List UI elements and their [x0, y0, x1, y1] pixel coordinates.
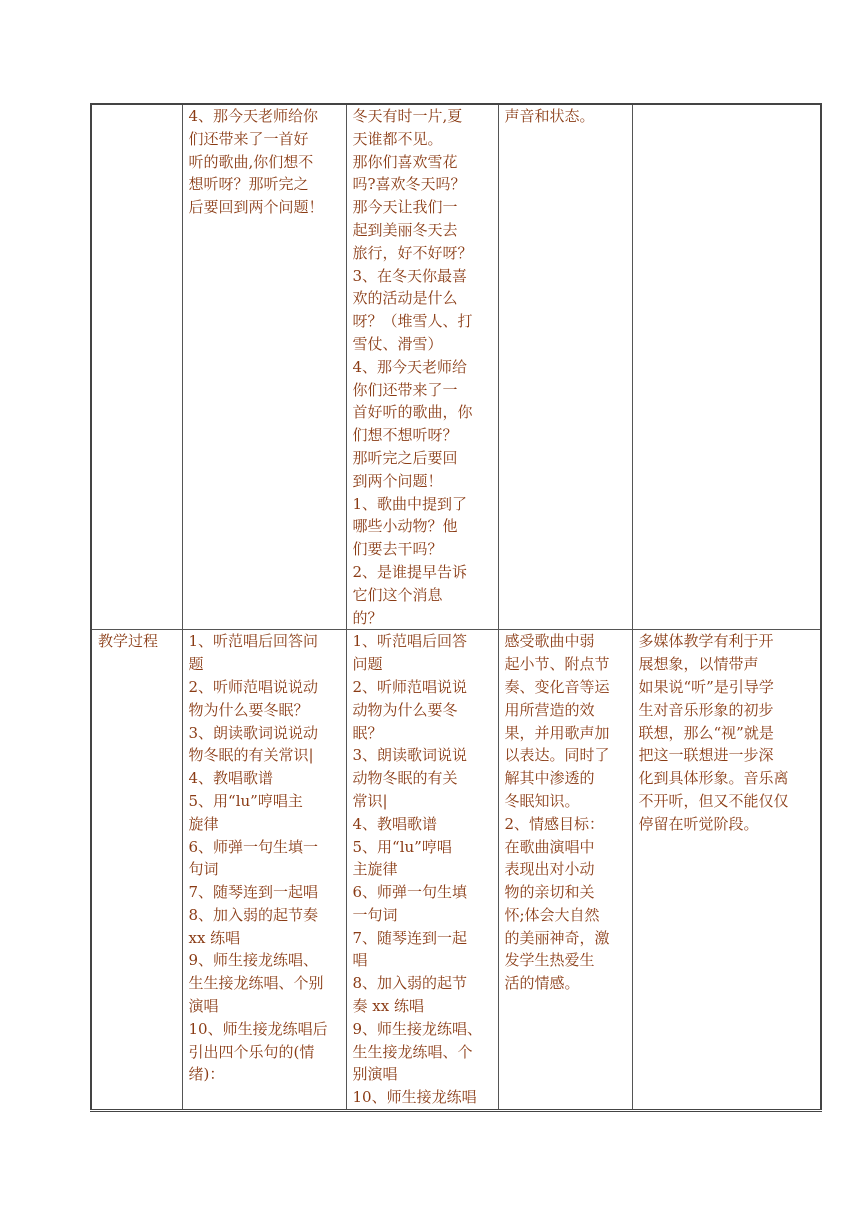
cell-text-line: 生生接龙练唱、个	[352, 1042, 473, 1061]
cell-text-line: 6、师弹一句生填一	[188, 837, 319, 856]
cell-text-line: 冬眠知识。	[504, 791, 580, 810]
cell-text-line: 1、听范唱后回答	[352, 632, 468, 651]
cell-text-line: 物为什么要冬眠？	[188, 700, 309, 719]
cell-text-line: 7、随琴连到一起唱	[188, 883, 319, 902]
cell-text-line: 物冬眠的有关常识|	[188, 746, 314, 765]
cell-text-line: 雪仗、滑雪）	[352, 334, 443, 353]
cell-text-line: 的？	[352, 608, 383, 627]
row-label: 教学过程	[98, 632, 159, 651]
cell-text-line: 8、加入弱的起节	[352, 974, 468, 993]
cell-text-line: 2、听师范唱说说	[352, 677, 468, 696]
cell-text-line: 主旋律	[352, 860, 398, 879]
cell-text-line: 们还带来了一首好	[188, 129, 309, 148]
cell-text-line: 2、情感目标：	[504, 814, 605, 833]
cell-text-line: 感受歌曲中弱	[504, 632, 595, 651]
cell-text-line: 3、朗读歌词说说	[352, 746, 468, 765]
cell-text-line: 表现出对小动	[504, 860, 595, 879]
cell-text-line: 4、教唱歌谱	[352, 814, 438, 833]
cell-text-line: 常识|	[352, 791, 388, 810]
cell-text-line: 奏 xx 练唱	[352, 997, 424, 1016]
cell-text-line: 听的歌曲,你们想不	[188, 152, 314, 171]
cell-text-line: 生生接龙练唱、个别	[188, 974, 324, 993]
cell-text-line: 如果说“听”是引导学	[638, 677, 774, 696]
cell-text-line: 吗?喜欢冬天吗？	[352, 175, 466, 194]
cell-text-line: 展想象，以情带声	[638, 655, 759, 674]
cell-text-line: 演唱	[188, 997, 219, 1016]
cell-text-line: 4、那今天老师给	[352, 357, 468, 376]
cell-text-line: 怀;体会大自然	[504, 905, 600, 924]
cell-text-line: 5、用“lu”哼唱主	[188, 791, 303, 810]
cell-text-line: 动物冬眠的有关	[352, 769, 458, 788]
cell-text-line: 后要回到两个问题！	[188, 198, 324, 217]
cell-text-line: 你们还带来了一	[352, 380, 458, 399]
cell-text-line: 想听呀？那听完之	[188, 175, 309, 194]
cell-text-line: 起到美丽冬天去	[352, 220, 458, 239]
cell-text-line: 2、听师范唱说说动	[188, 677, 319, 696]
cell-text-line: 哪些小动物？他	[352, 517, 458, 536]
cell-text-line: 活的情感。	[504, 974, 580, 993]
cell-text-line: 物的亲切和关	[504, 883, 595, 902]
cell-text-line: 声音和状态。	[504, 107, 595, 125]
row-label-cell	[91, 104, 182, 630]
cell-text-line: 4、教唱歌谱	[188, 769, 274, 788]
cell-text-line: 绪)：	[188, 1065, 225, 1084]
cell-text-line: 旋律	[188, 814, 219, 833]
objective-cell	[498, 630, 632, 1111]
student-activity-cell	[346, 104, 498, 630]
cell-text-line: 以表达。同时了	[504, 746, 610, 765]
cell-text-line: 眠？	[352, 723, 383, 742]
cell-text-line: 把这一联想进一步深	[638, 746, 774, 765]
cell-text-line: 到两个问题！	[352, 471, 443, 490]
cell-text-line: 天谁都不见。	[352, 129, 443, 148]
cell-text-line: 在歌曲演唱中	[504, 837, 595, 856]
cell-text-line: 10、师生接龙练唱后	[188, 1019, 328, 1038]
cell-text-line: 9、师生接龙练唱、	[188, 951, 319, 970]
cell-text-line: 3、在冬天你最喜	[352, 266, 468, 285]
cell-text-line: 们要去干吗？	[352, 540, 443, 559]
cell-text-line: 那你们喜欢雪花	[352, 152, 458, 171]
cell-text-line: 生对音乐形象的初步	[638, 700, 774, 719]
cell-text-line: 6、师弹一句生填	[352, 883, 468, 902]
cell-text-line: 1、歌曲中提到了	[352, 494, 468, 513]
cell-text-line: 1、听范唱后回答问	[188, 632, 319, 651]
cell-text-line: 欢的活动是什么	[352, 289, 458, 308]
cell-text-line: 联想，那么“视”就是	[638, 723, 774, 742]
cell-text-line: 那听完之后要回	[352, 448, 458, 467]
cell-text-line: 5、用“lu”哼唱	[352, 837, 452, 856]
objective-cell	[498, 104, 632, 630]
teacher-activity-cell	[182, 630, 346, 1111]
cell-text-line: 9、师生接龙练唱、	[352, 1019, 483, 1038]
cell-text-line: 发学生热爱生	[504, 951, 595, 970]
cell-text-line: 8、加入弱的起节奏	[188, 905, 319, 924]
cell-text-line: 7、随琴连到一起	[352, 928, 468, 947]
cell-text-line: 冬天有时一片,夏	[352, 107, 463, 125]
cell-text-line: 3、朗读歌词说说动	[188, 723, 319, 742]
cell-text-line: 旅行，好不好呀？	[352, 243, 473, 262]
cell-text-line: 10、师生接龙练唱	[352, 1088, 477, 1107]
cell-text-line: 用所营造的效	[504, 700, 595, 719]
cell-text-line: xx 练唱	[188, 928, 241, 947]
cell-text-line: 题	[188, 655, 204, 674]
cell-text-line: 停留在听觉阶段。	[638, 814, 759, 833]
cell-text-line: 多媒体教学有利于开	[638, 632, 774, 651]
cell-text-line: 4、那今天老师给你	[188, 107, 319, 125]
cell-text-line: 果，并用歌声加	[504, 723, 610, 742]
cell-text-line: 引出四个乐句的(情	[188, 1042, 315, 1061]
cell-text-line: 问题	[352, 655, 383, 674]
table-row	[91, 104, 821, 630]
design-intent-cell	[632, 104, 821, 630]
table-row	[91, 630, 821, 1111]
cell-text-line: 的美丽神奇，激	[504, 928, 610, 947]
lesson-plan-table	[90, 103, 822, 1112]
row-label-cell	[91, 630, 182, 1111]
cell-text-line: 一句词	[352, 905, 398, 924]
cell-text-line: 2、是谁提早告诉	[352, 562, 468, 581]
cell-text-line: 呀？（堆雪人、打	[352, 312, 473, 331]
cell-text-line: 唱	[352, 951, 368, 970]
teacher-activity-cell	[182, 104, 346, 630]
cell-text-line: 起小节、附点节	[504, 655, 610, 674]
cell-text-line: 句词	[188, 860, 219, 879]
student-activity-cell	[346, 630, 498, 1111]
design-intent-cell	[632, 630, 821, 1111]
cell-text-line: 解其中渗透的	[504, 769, 595, 788]
cell-text-line: 不开听，但又不能仅仅	[638, 791, 789, 810]
cell-text-line: 首好听的歌曲，你	[352, 403, 473, 422]
cell-text-line: 们想不想听呀？	[352, 426, 458, 445]
cell-text-line: 动物为什么要冬	[352, 700, 458, 719]
cell-text-line: 化到具体形象。音乐离	[638, 769, 789, 788]
cell-text-line: 它们这个消息	[352, 585, 443, 604]
cell-text-line: 别演唱	[352, 1065, 398, 1084]
cell-text-line: 奏、变化音等运	[504, 677, 610, 696]
cell-text-line: 那今天让我们一	[352, 198, 458, 217]
